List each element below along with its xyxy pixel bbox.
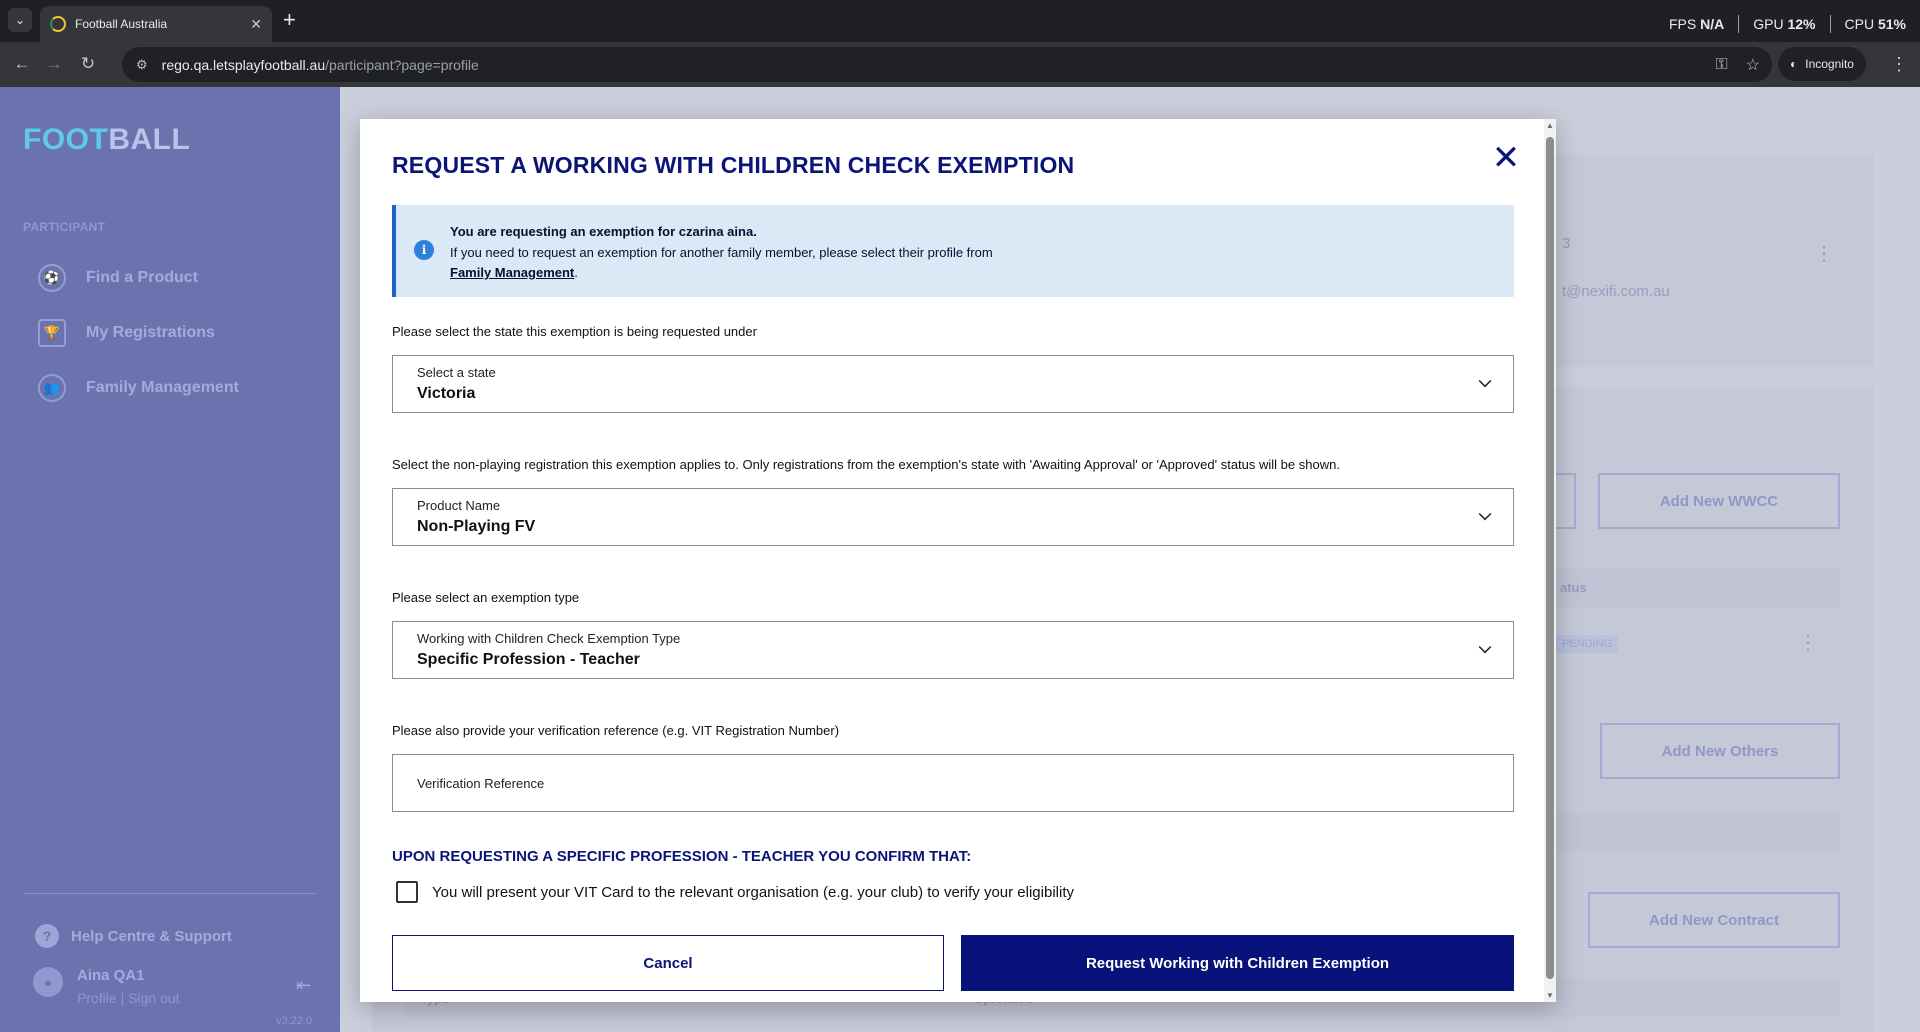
- tab-title: Football Australia: [75, 17, 168, 31]
- browser-menu-icon[interactable]: ⋮: [1890, 54, 1908, 74]
- chevron-down-icon: [1479, 641, 1492, 654]
- fps-value: N/A: [1700, 16, 1725, 32]
- user-name: Aina QA1: [77, 967, 145, 984]
- address-bar[interactable]: [122, 47, 1772, 82]
- reload-icon[interactable]: ↻: [80, 54, 96, 73]
- sidebar-item-find-a-product[interactable]: [38, 263, 198, 293]
- browser-tab[interactable]: [40, 6, 272, 42]
- football-logo[interactable]: FOOTBALL: [23, 123, 191, 156]
- confirm-heading: UPON REQUESTING A SPECIFIC PROFESSION - TEACHER YOU CONFIRM THAT:: [392, 848, 972, 865]
- incognito-label: Incognito: [1805, 57, 1854, 71]
- url-path: /participant?page=profile: [325, 56, 479, 73]
- verification-prompt: Please also provide your verification reference (e.g. VIT Registration Number): [392, 723, 840, 738]
- forward-arrow-icon[interactable]: →: [45, 54, 63, 73]
- soccer-ball-icon: ⚽: [38, 264, 66, 292]
- incognito-icon: ◐: [1790, 57, 1798, 71]
- info-line-3: Family Management.: [450, 265, 578, 280]
- scroll-down-icon[interactable]: ▼: [1546, 991, 1554, 1000]
- back-arrow-icon[interactable]: ←: [13, 54, 31, 73]
- chevron-down-icon: [1479, 375, 1492, 388]
- scroll-thumb[interactable]: [1546, 137, 1554, 979]
- product-select-label: Product Name: [417, 498, 501, 513]
- gpu-value: 12%: [1787, 16, 1816, 32]
- bg-status-header: atus: [1560, 580, 1587, 595]
- cpu-value: 51%: [1877, 16, 1906, 32]
- product-select[interactable]: [392, 488, 1514, 546]
- sidebar-item-my-registrations[interactable]: [38, 318, 215, 348]
- vit-confirm-row: [396, 881, 1074, 903]
- user-profile: [33, 967, 179, 1006]
- request-exemption-button[interactable]: Request Working with Children Exemption: [961, 935, 1514, 991]
- info-banner: [392, 205, 1514, 297]
- browser-toolbar: [0, 42, 1920, 87]
- sidebar-item-label: My Registrations: [86, 324, 215, 341]
- password-key-icon[interactable]: ⚿: [1715, 55, 1728, 73]
- bookmark-star-icon[interactable]: ☆: [1745, 56, 1760, 74]
- status-badge: PENDING: [1556, 635, 1618, 653]
- sidebar-section-label: PARTICIPANT: [23, 220, 106, 234]
- family-management-link[interactable]: Family Management: [450, 265, 575, 280]
- add-new-wwcc-button[interactable]: Add New WWCC: [1598, 473, 1840, 529]
- sign-out-icon[interactable]: ⇤: [296, 975, 312, 995]
- vit-confirm-label[interactable]: You will present your VIT Card to the relevant organisation (e.g. your club) to verify your eligibility: [432, 883, 1074, 901]
- registration-prompt: Select the non-playing registration this exemption applies to. Only registrations from the exemption's state with 'Awaiting Approval' or 'Approved' status will be shown.: [392, 457, 1340, 472]
- info-icon: i: [414, 240, 434, 260]
- app-version: v3.22.0: [276, 1015, 313, 1027]
- help-question-icon: ?: [35, 924, 59, 948]
- sidebar-item-label: Find a Product: [86, 269, 198, 286]
- incognito-indicator[interactable]: [1778, 47, 1866, 81]
- state-select-value: Victoria: [417, 385, 476, 402]
- app-viewport: [0, 87, 1920, 1032]
- state-select-label: Select a state: [417, 365, 496, 380]
- profile-more-icon[interactable]: ⋮: [1814, 243, 1834, 265]
- row-more-icon[interactable]: ⋮: [1798, 632, 1818, 654]
- wwcc-exemption-modal: [360, 119, 1556, 1002]
- site-settings-icon[interactable]: ⚙: [136, 56, 148, 72]
- sidebar-item-family-management[interactable]: [38, 373, 239, 403]
- browser-tab-bar: [0, 0, 1920, 42]
- modal-title: REQUEST A WORKING WITH CHILDREN CHECK EXEMPTION: [392, 152, 1075, 178]
- performance-overlay: [1669, 15, 1906, 33]
- modal-scrollbar[interactable]: [1544, 119, 1556, 1002]
- tab-search-chevron-icon[interactable]: ⌄: [8, 8, 32, 32]
- help-centre-link[interactable]: [35, 924, 232, 948]
- help-label: Help Centre & Support: [71, 927, 232, 945]
- info-line-2: If you need to request an exemption for another family member, please select their profile from: [450, 245, 993, 260]
- exemption-type-prompt: Please select an exemption type: [392, 590, 580, 605]
- sidebar-divider: [23, 893, 317, 894]
- football-australia-favicon-icon: [50, 16, 66, 32]
- bg-email-fragment: t@nexifi.com.au: [1562, 283, 1670, 300]
- bg-number-fragment: 3: [1562, 235, 1571, 252]
- verification-reference-input[interactable]: [392, 754, 1514, 812]
- trophy-icon: 🏆: [38, 319, 66, 347]
- sidebar: [0, 87, 340, 1032]
- cancel-button[interactable]: Cancel: [392, 935, 944, 991]
- chevron-down-icon: [1479, 508, 1492, 521]
- family-icon: 👥: [38, 374, 66, 402]
- participant-name: czarina aina: [678, 224, 754, 239]
- sidebar-item-label: Family Management: [86, 379, 239, 396]
- vit-confirm-checkbox[interactable]: [396, 881, 418, 903]
- add-new-contract-button[interactable]: Add New Contract: [1588, 892, 1840, 948]
- scroll-up-icon[interactable]: ▲: [1546, 121, 1554, 130]
- new-tab-button[interactable]: +: [283, 7, 296, 32]
- close-icon[interactable]: ✕: [1491, 139, 1521, 177]
- tab-close-icon[interactable]: ✕: [250, 15, 262, 32]
- avatar[interactable]: ●: [33, 967, 63, 997]
- state-select[interactable]: [392, 355, 1514, 413]
- cpu-label: CPU: [1844, 16, 1875, 32]
- info-line-1: You are requesting an exemption for czarina aina.: [450, 224, 757, 239]
- fps-label: FPS: [1669, 16, 1697, 32]
- product-select-value: Non-Playing FV: [417, 518, 536, 535]
- state-prompt: Please select the state this exemption is being requested under: [392, 324, 757, 339]
- profile-signout-links[interactable]: Profile | Sign out: [77, 990, 180, 1006]
- perf-divider: [1738, 15, 1739, 33]
- url-text[interactable]: [162, 57, 479, 73]
- exemption-type-select[interactable]: [392, 621, 1514, 679]
- url-host: rego.qa.letsplayfootball.au: [161, 56, 326, 73]
- exemption-type-label: Working with Children Check Exemption Type: [417, 631, 681, 646]
- verification-placeholder: Verification Reference: [417, 776, 545, 791]
- exemption-type-value: Specific Profession - Teacher: [417, 651, 640, 668]
- gpu-label: GPU: [1753, 16, 1784, 32]
- perf-divider: [1830, 15, 1831, 33]
- add-new-others-button[interactable]: Add New Others: [1600, 723, 1840, 779]
